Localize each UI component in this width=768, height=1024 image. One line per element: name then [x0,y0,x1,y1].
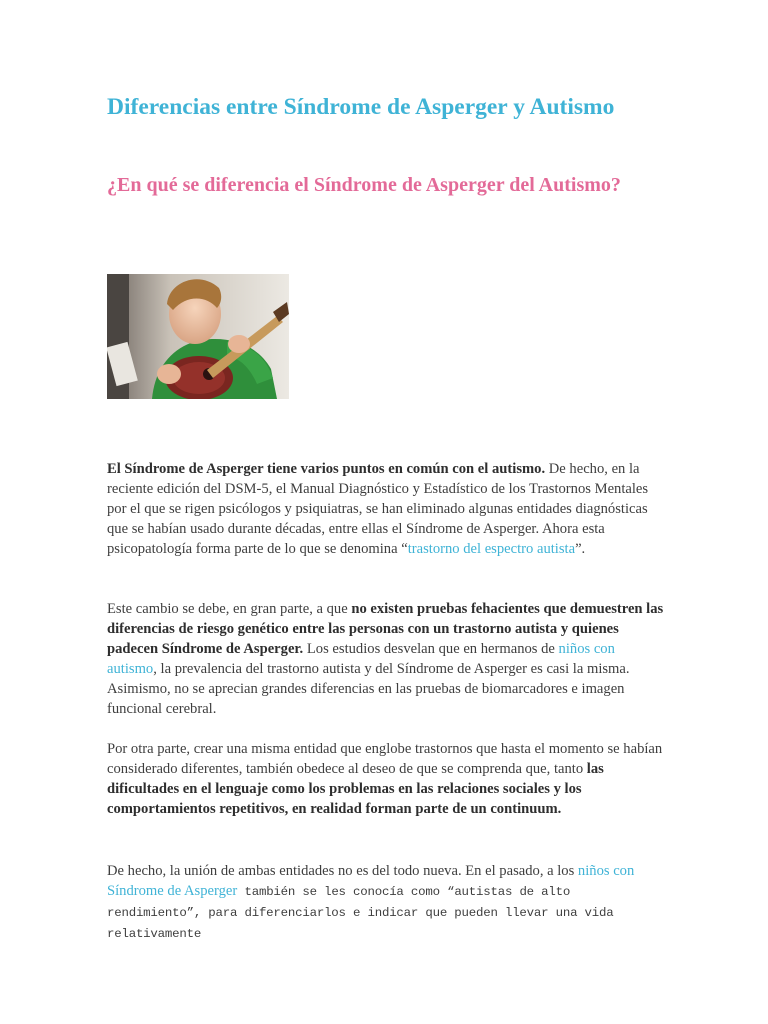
paragraph-1 [107,460,667,560]
link-ninos-con-autismo[interactable]: niños con autismo [107,640,615,677]
paragraph-2-text-2: Los estudios desvelan que en hermanos de [303,640,559,657]
paragraph-1-bold: El Síndrome de Asperger tiene varios puntos en común con el autismo. [107,461,546,477]
paragraph-2 [107,600,667,719]
paragraph-2-text-3: , la prevalencia del trastorno autista y del Síndrome de Asperger es casi la misma. Asimismo, no se aprecian grandes diferencias en las pruebas de biomarcadores e imagen funcional cerebral. [107,660,630,717]
paragraph-3-bold: las dificultades en el lenguaje como los problemas en las relaciones sociales y los comportamientos repetitivos, en realidad forman parte de un continuum. [107,760,604,817]
paragraph-4-text-2: también se les conocía como “autistas de alto rendimiento”, para diferenciarlos e indicar que pueden llevar una vida relativamente [107,884,614,941]
paragraph-2-text: Este cambio se debe, en gran parte, a que [107,601,352,617]
page-title: Diferencias entre Síndrome de Asperger y Autismo [107,94,615,120]
link-ninos-con-sindrome-asperger[interactable]: niños con Síndrome de Asperger [107,863,635,899]
photo-child-playing-guitar [107,274,289,399]
paragraph-2-bold: no existen pruebas fehacientes que demuestren las diferencias de riesgo genético entre las personas con un trastorno autista y quienes padecen Síndrome de Asperger. [107,601,664,657]
paragraph-1-text: De hecho, en la reciente edición del DSM-5, el Manual Diagnóstico y Estadístico de los Trastornos Mentales por el que se rigen psicólogos y psiquiatras, se han eliminado algunas entidades diagnósticas que se habían usado durante décadas, entre ellas el Síndrome de Asperger. Ahora esta psicopatología forma parte de lo que se denomina “ [107,461,649,557]
paragraph-1-end: ”. [575,540,586,557]
paragraph-4 [107,862,667,945]
photo-image [107,274,289,399]
page-subtitle: ¿En qué se diferencia el Síndrome de Asperger del Autismo? [107,174,621,196]
paragraph-4-text: De hecho, la unión de ambas entidades no es del todo nueva. En el pasado, a los [107,863,578,879]
paragraph-3-text: Por otra parte, crear una misma entidad que englobe trastornos que hasta el momento se habían considerado diferentes, también obedece al deseo de que se comprenda que, tanto [107,741,663,777]
link-trastorno-espectro-autista[interactable]: trastorno del espectro autista [407,540,576,557]
paragraph-3 [107,740,667,820]
